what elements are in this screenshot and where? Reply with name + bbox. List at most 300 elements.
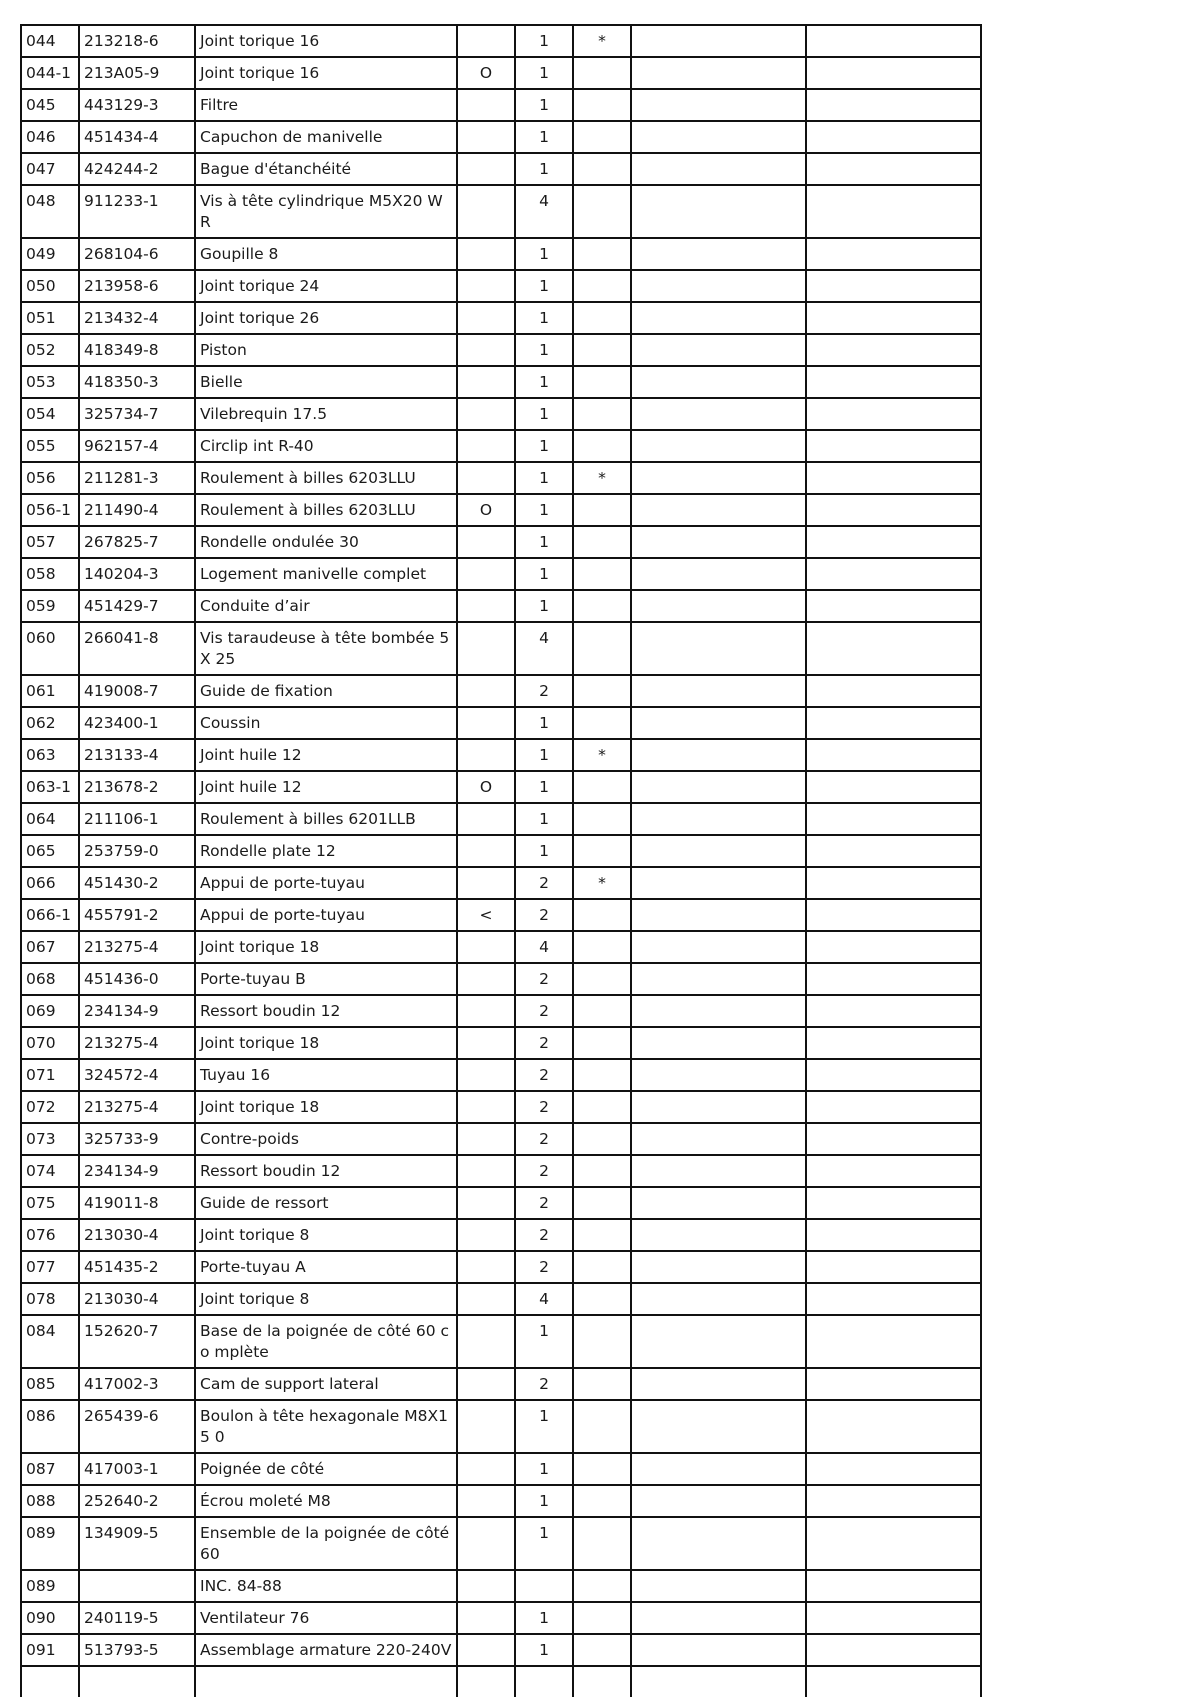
asterisk-cell xyxy=(573,1485,631,1517)
asterisk-cell: * xyxy=(573,739,631,771)
table-row xyxy=(21,1517,981,1570)
item-number-cell: 067 xyxy=(21,931,79,963)
table-row xyxy=(21,675,981,707)
item-number-cell: 047 xyxy=(21,153,79,185)
note-mark-cell xyxy=(457,1123,515,1155)
empty-cell xyxy=(806,430,981,462)
quantity-cell: 1 xyxy=(515,494,573,526)
empty-cell xyxy=(806,1027,981,1059)
empty-cell xyxy=(806,1187,981,1219)
asterisk-cell xyxy=(573,803,631,835)
note-mark-cell xyxy=(457,1400,515,1453)
part-code-cell: 451435-2 xyxy=(79,1251,195,1283)
part-code-cell: 234134-9 xyxy=(79,1155,195,1187)
quantity-cell: 1 xyxy=(515,302,573,334)
description-cell: Bielle xyxy=(195,366,457,398)
empty-cell xyxy=(806,1315,981,1368)
table-row xyxy=(21,185,981,238)
item-number-cell: 071 xyxy=(21,1059,79,1091)
item-number-cell: 070 xyxy=(21,1027,79,1059)
table-row xyxy=(21,1027,981,1059)
empty-cell xyxy=(631,153,806,185)
description-cell: Joint torique 16 xyxy=(195,25,457,57)
empty-cell xyxy=(631,622,806,675)
description-cell: Roulement à billes 6203LLU xyxy=(195,462,457,494)
part-code-cell: 240119-5 xyxy=(79,1602,195,1634)
note-mark-cell xyxy=(457,622,515,675)
description-cell: Joint torique 8 xyxy=(195,1219,457,1251)
asterisk-cell xyxy=(573,270,631,302)
part-code-cell: 267825-7 xyxy=(79,526,195,558)
empty-cell xyxy=(631,302,806,334)
note-mark-cell xyxy=(457,1517,515,1570)
empty-cell xyxy=(806,558,981,590)
description-cell: Porte-tuyau A xyxy=(195,1251,457,1283)
quantity-cell: 1 xyxy=(515,1634,573,1666)
asterisk-cell xyxy=(573,185,631,238)
note-mark-cell xyxy=(457,1219,515,1251)
part-code-cell: 234134-9 xyxy=(79,995,195,1027)
note-mark-cell xyxy=(457,1634,515,1666)
description-cell: Vilebrequin 17.5 xyxy=(195,398,457,430)
empty-cell xyxy=(806,675,981,707)
table-row xyxy=(21,398,981,430)
description-cell: Guide de ressort xyxy=(195,1187,457,1219)
note-mark-cell xyxy=(457,931,515,963)
note-mark-cell xyxy=(457,185,515,238)
note-mark-cell xyxy=(457,1091,515,1123)
table-row xyxy=(21,1368,981,1400)
item-number-cell: 085 xyxy=(21,1368,79,1400)
note-mark-cell xyxy=(457,1251,515,1283)
empty-cell xyxy=(631,1485,806,1517)
empty-cell xyxy=(631,803,806,835)
quantity-cell: 1 xyxy=(515,739,573,771)
item-number-cell: 072 xyxy=(21,1091,79,1123)
item-number-cell: 051 xyxy=(21,302,79,334)
asterisk-cell xyxy=(573,494,631,526)
empty-cell xyxy=(631,238,806,270)
asterisk-cell xyxy=(573,931,631,963)
quantity-cell: 1 xyxy=(515,334,573,366)
table-row xyxy=(21,430,981,462)
table-row xyxy=(21,1059,981,1091)
table-row xyxy=(21,899,981,931)
asterisk-cell xyxy=(573,1517,631,1570)
description-cell: Roulement à billes 6203LLU xyxy=(195,494,457,526)
empty-cell xyxy=(806,1091,981,1123)
description-cell: Conduite d’air xyxy=(195,590,457,622)
part-code-cell: 419011-8 xyxy=(79,1187,195,1219)
table-row xyxy=(21,238,981,270)
part-code-cell: 213275-4 xyxy=(79,1027,195,1059)
quantity-cell: 2 xyxy=(515,1219,573,1251)
empty-cell xyxy=(806,1123,981,1155)
asterisk-cell xyxy=(573,1251,631,1283)
quantity-cell: 1 xyxy=(515,25,573,57)
table-row xyxy=(21,1315,981,1368)
asterisk-cell xyxy=(573,835,631,867)
asterisk-cell xyxy=(573,526,631,558)
empty-cell xyxy=(806,1570,981,1602)
part-code-cell: 213030-4 xyxy=(79,1283,195,1315)
empty-cell xyxy=(631,1059,806,1091)
empty-cell xyxy=(806,590,981,622)
table-row xyxy=(21,334,981,366)
item-number-cell: 061 xyxy=(21,675,79,707)
empty-cell xyxy=(631,707,806,739)
part-code-cell: 211281-3 xyxy=(79,462,195,494)
empty-cell xyxy=(806,153,981,185)
asterisk-cell xyxy=(573,430,631,462)
part-code-cell: 152620-7 xyxy=(79,1315,195,1368)
empty-cell xyxy=(806,1059,981,1091)
table-row xyxy=(21,622,981,675)
asterisk-cell xyxy=(573,1283,631,1315)
quantity-cell: 1 xyxy=(515,398,573,430)
empty-cell xyxy=(631,1155,806,1187)
empty-cell xyxy=(806,622,981,675)
quantity-cell: 4 xyxy=(515,931,573,963)
quantity-cell: 1 xyxy=(515,590,573,622)
note-mark-cell xyxy=(457,1155,515,1187)
parts-table-body xyxy=(21,25,981,1697)
part-code-cell: 417003-1 xyxy=(79,1453,195,1485)
quantity-cell: 1 xyxy=(515,835,573,867)
part-code-cell: 418350-3 xyxy=(79,366,195,398)
description-cell: Base de la poignée de côté 60 co mplète xyxy=(195,1315,457,1368)
part-code-cell: 134909-5 xyxy=(79,1517,195,1570)
empty-cell xyxy=(806,1666,981,1697)
asterisk-cell xyxy=(573,1400,631,1453)
table-row xyxy=(21,590,981,622)
note-mark-cell xyxy=(457,366,515,398)
description-cell: Assemblage armature 220-240V xyxy=(195,1634,457,1666)
empty-cell xyxy=(631,1251,806,1283)
table-row xyxy=(21,302,981,334)
parts-table xyxy=(20,24,982,1697)
empty-cell xyxy=(806,89,981,121)
note-mark-cell xyxy=(457,707,515,739)
table-row xyxy=(21,57,981,89)
empty-cell xyxy=(806,771,981,803)
empty-cell xyxy=(631,1187,806,1219)
item-number-cell: 089 xyxy=(21,1570,79,1602)
note-mark-cell xyxy=(457,25,515,57)
note-mark-cell xyxy=(457,1485,515,1517)
description-cell: Rondelle ondulée 30 xyxy=(195,526,457,558)
table-row xyxy=(21,558,981,590)
description-cell: Vis à tête cylindrique M5X20 WR xyxy=(195,185,457,238)
part-code-cell: 451430-2 xyxy=(79,867,195,899)
empty-cell xyxy=(631,430,806,462)
quantity-cell: 2 xyxy=(515,1027,573,1059)
part-code-cell: 211106-1 xyxy=(79,803,195,835)
empty-cell xyxy=(806,238,981,270)
empty-cell xyxy=(631,1219,806,1251)
note-mark-cell xyxy=(457,675,515,707)
asterisk-cell xyxy=(573,707,631,739)
empty-cell xyxy=(631,1123,806,1155)
part-code-cell: 962157-4 xyxy=(79,430,195,462)
item-number-cell: 058 xyxy=(21,558,79,590)
table-row xyxy=(21,526,981,558)
part-code-cell: 418349-8 xyxy=(79,334,195,366)
description-cell: Joint huile 12 xyxy=(195,739,457,771)
item-number-cell: 060 xyxy=(21,622,79,675)
empty-cell xyxy=(631,334,806,366)
empty-cell xyxy=(806,995,981,1027)
asterisk-cell xyxy=(573,334,631,366)
quantity-cell: 2 xyxy=(515,899,573,931)
note-mark-cell: O xyxy=(457,57,515,89)
empty-cell xyxy=(806,398,981,430)
table-row xyxy=(21,1219,981,1251)
note-mark-cell xyxy=(457,1027,515,1059)
part-code-cell: 213275-4 xyxy=(79,931,195,963)
part-code-cell: 513793-5 xyxy=(79,1634,195,1666)
table-row xyxy=(21,963,981,995)
note-mark-cell xyxy=(457,270,515,302)
empty-cell xyxy=(631,25,806,57)
empty-cell xyxy=(806,366,981,398)
asterisk-cell xyxy=(573,1027,631,1059)
item-number-cell: 063-1 xyxy=(21,771,79,803)
empty-cell xyxy=(806,1400,981,1453)
empty-cell xyxy=(806,494,981,526)
item-number-cell: 056-1 xyxy=(21,494,79,526)
note-mark-cell: < xyxy=(457,899,515,931)
part-code-cell: 213133-4 xyxy=(79,739,195,771)
asterisk-cell xyxy=(573,1368,631,1400)
description-cell: Ventilateur 76 xyxy=(195,1602,457,1634)
table-row xyxy=(21,739,981,771)
item-number-cell: 045 xyxy=(21,89,79,121)
asterisk-cell xyxy=(573,963,631,995)
empty-cell xyxy=(631,1027,806,1059)
item-number-cell: 044-1 xyxy=(21,57,79,89)
empty-cell xyxy=(806,185,981,238)
asterisk-cell xyxy=(573,1634,631,1666)
asterisk-cell xyxy=(573,1453,631,1485)
empty-cell xyxy=(631,739,806,771)
description-cell: Appui de porte-tuyau xyxy=(195,867,457,899)
asterisk-cell xyxy=(573,675,631,707)
item-number-cell: 087 xyxy=(21,1453,79,1485)
description-cell: Piston xyxy=(195,334,457,366)
part-code-cell: 451434-4 xyxy=(79,121,195,153)
empty-cell xyxy=(806,1368,981,1400)
asterisk-cell xyxy=(573,771,631,803)
note-mark-cell xyxy=(457,89,515,121)
description-cell: Vis taraudeuse à tête bombée 5X 25 xyxy=(195,622,457,675)
empty-cell xyxy=(631,1315,806,1368)
note-mark-cell xyxy=(457,995,515,1027)
asterisk-cell xyxy=(573,1219,631,1251)
table-row xyxy=(21,1123,981,1155)
description-cell: Joint huile 12 xyxy=(195,771,457,803)
empty-cell xyxy=(806,1453,981,1485)
quantity-cell: 1 xyxy=(515,558,573,590)
note-mark-cell xyxy=(457,1368,515,1400)
asterisk-cell xyxy=(573,1091,631,1123)
empty-cell xyxy=(79,1666,195,1697)
part-code-cell: 265439-6 xyxy=(79,1400,195,1453)
empty-cell xyxy=(631,1602,806,1634)
description-cell: Porte-tuyau B xyxy=(195,963,457,995)
asterisk-cell xyxy=(573,121,631,153)
table-row xyxy=(21,121,981,153)
quantity-cell: 1 xyxy=(515,57,573,89)
note-mark-cell xyxy=(457,462,515,494)
item-number-cell: 074 xyxy=(21,1155,79,1187)
empty-cell xyxy=(806,835,981,867)
note-mark-cell xyxy=(457,1187,515,1219)
asterisk-cell xyxy=(573,622,631,675)
item-number-cell: 054 xyxy=(21,398,79,430)
empty-cell xyxy=(631,270,806,302)
item-number-cell: 076 xyxy=(21,1219,79,1251)
table-row xyxy=(21,1091,981,1123)
empty-cell xyxy=(631,366,806,398)
note-mark-cell xyxy=(457,1602,515,1634)
empty-cell xyxy=(806,1485,981,1517)
note-mark-cell xyxy=(457,1315,515,1368)
table-row xyxy=(21,89,981,121)
table-row xyxy=(21,1283,981,1315)
item-number-cell: 052 xyxy=(21,334,79,366)
part-code-cell: 213432-4 xyxy=(79,302,195,334)
empty-cell xyxy=(631,899,806,931)
quantity-cell: 2 xyxy=(515,675,573,707)
table-row xyxy=(21,1602,981,1634)
item-number-cell: 086 xyxy=(21,1400,79,1453)
asterisk-cell xyxy=(573,1155,631,1187)
table-row xyxy=(21,803,981,835)
description-cell: Rondelle plate 12 xyxy=(195,835,457,867)
table-row xyxy=(21,1251,981,1283)
quantity-cell: 2 xyxy=(515,995,573,1027)
table-row xyxy=(21,270,981,302)
empty-cell xyxy=(806,1283,981,1315)
item-number-cell: 065 xyxy=(21,835,79,867)
asterisk-cell xyxy=(573,302,631,334)
table-row xyxy=(21,366,981,398)
empty-cell xyxy=(573,1666,631,1697)
asterisk-cell xyxy=(573,590,631,622)
part-code-cell: 451436-0 xyxy=(79,963,195,995)
quantity-cell: 1 xyxy=(515,121,573,153)
description-cell: Ressort boudin 12 xyxy=(195,995,457,1027)
table-row xyxy=(21,995,981,1027)
item-number-cell: 066-1 xyxy=(21,899,79,931)
empty-cell xyxy=(631,675,806,707)
empty-cell xyxy=(631,89,806,121)
table-row xyxy=(21,707,981,739)
asterisk-cell xyxy=(573,899,631,931)
part-code-cell: 140204-3 xyxy=(79,558,195,590)
empty-cell xyxy=(631,558,806,590)
quantity-cell: 1 xyxy=(515,707,573,739)
empty-cell xyxy=(631,590,806,622)
quantity-cell: 1 xyxy=(515,89,573,121)
asterisk-cell xyxy=(573,1059,631,1091)
quantity-cell: 1 xyxy=(515,803,573,835)
empty-cell xyxy=(806,302,981,334)
quantity-cell: 2 xyxy=(515,1123,573,1155)
item-number-cell: 057 xyxy=(21,526,79,558)
table-row xyxy=(21,153,981,185)
item-number-cell: 084 xyxy=(21,1315,79,1368)
empty-cell xyxy=(631,1368,806,1400)
part-code-cell xyxy=(79,1570,195,1602)
note-mark-cell xyxy=(457,1570,515,1602)
item-number-cell: 044 xyxy=(21,25,79,57)
note-mark-cell xyxy=(457,121,515,153)
empty-cell xyxy=(806,963,981,995)
item-number-cell: 090 xyxy=(21,1602,79,1634)
quantity-cell: 1 xyxy=(515,1400,573,1453)
asterisk-cell: * xyxy=(573,462,631,494)
empty-cell xyxy=(806,707,981,739)
quantity-cell: 4 xyxy=(515,185,573,238)
quantity-cell: 2 xyxy=(515,1091,573,1123)
empty-cell xyxy=(631,1453,806,1485)
table-row xyxy=(21,1570,981,1602)
note-mark-cell xyxy=(457,302,515,334)
part-code-cell: 451429-7 xyxy=(79,590,195,622)
item-number-cell: 056 xyxy=(21,462,79,494)
part-code-cell: 266041-8 xyxy=(79,622,195,675)
asterisk-cell xyxy=(573,153,631,185)
empty-cell xyxy=(515,1666,573,1697)
table-row xyxy=(21,1634,981,1666)
empty-cell xyxy=(631,1666,806,1697)
note-mark-cell xyxy=(457,590,515,622)
empty-cell xyxy=(631,867,806,899)
empty-cell xyxy=(806,270,981,302)
quantity-cell: 1 xyxy=(515,1602,573,1634)
table-row xyxy=(21,494,981,526)
empty-cell xyxy=(806,334,981,366)
empty-cell xyxy=(631,1517,806,1570)
table-row xyxy=(21,1187,981,1219)
asterisk-cell xyxy=(573,1123,631,1155)
asterisk-cell: * xyxy=(573,25,631,57)
item-number-cell: 053 xyxy=(21,366,79,398)
note-mark-cell xyxy=(457,558,515,590)
note-mark-cell xyxy=(457,739,515,771)
part-code-cell: 324572-4 xyxy=(79,1059,195,1091)
quantity-cell: 1 xyxy=(515,430,573,462)
description-cell: Logement manivelle complet xyxy=(195,558,457,590)
description-cell: INC. 84-88 xyxy=(195,1570,457,1602)
description-cell: Joint torique 8 xyxy=(195,1283,457,1315)
item-number-cell: 088 xyxy=(21,1485,79,1517)
quantity-cell: 1 xyxy=(515,771,573,803)
description-cell: Tuyau 16 xyxy=(195,1059,457,1091)
asterisk-cell xyxy=(573,89,631,121)
item-number-cell: 049 xyxy=(21,238,79,270)
empty-cell xyxy=(21,1666,79,1697)
item-number-cell: 089 xyxy=(21,1517,79,1570)
table-row xyxy=(21,462,981,494)
note-mark-cell xyxy=(457,803,515,835)
empty-cell xyxy=(631,995,806,1027)
item-number-cell: 055 xyxy=(21,430,79,462)
empty-cell xyxy=(631,494,806,526)
table-row xyxy=(21,25,981,57)
